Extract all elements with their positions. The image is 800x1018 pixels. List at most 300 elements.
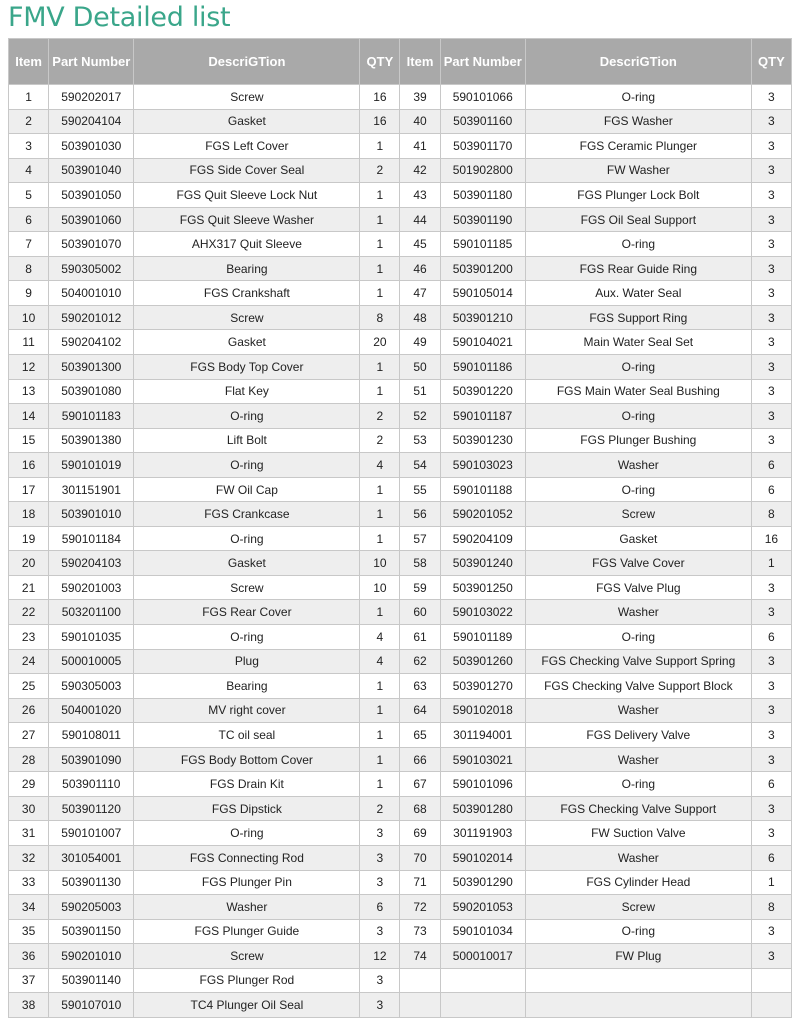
table-row (9, 281, 792, 306)
qty-cell (751, 993, 791, 1018)
table-row (9, 944, 792, 969)
item-cell: 29 (9, 772, 49, 797)
description-cell: FGS Crankshaft (134, 281, 360, 306)
description-cell: Aux. Water Seal (525, 281, 751, 306)
qty-cell: 3 (751, 944, 791, 969)
part-number-cell: 503901170 (440, 134, 525, 159)
item-cell: 73 (400, 919, 440, 944)
item-cell: 33 (9, 870, 49, 895)
description-cell: Bearing (134, 674, 360, 699)
table-row (9, 330, 792, 355)
item-cell: 68 (400, 796, 440, 821)
part-number-cell: 590102018 (440, 698, 525, 723)
table-row (9, 747, 792, 772)
item-cell: 6 (9, 207, 49, 232)
part-number-cell: 503901070 (49, 232, 134, 257)
item-cell: 14 (9, 404, 49, 429)
item-cell: 27 (9, 723, 49, 748)
part-number-cell: 503901230 (440, 428, 525, 453)
part-number-cell (440, 993, 525, 1018)
item-cell: 60 (400, 600, 440, 625)
qty-cell: 3 (751, 674, 791, 699)
item-cell: 12 (9, 355, 49, 380)
qty-cell: 16 (360, 85, 400, 110)
description-cell: Plug (134, 649, 360, 674)
description-cell: FGS Delivery Valve (525, 723, 751, 748)
description-cell: FGS Checking Valve Support Block (525, 674, 751, 699)
description-cell: FGS Quit Sleeve Lock Nut (134, 183, 360, 208)
item-cell (400, 993, 440, 1018)
item-cell: 57 (400, 526, 440, 551)
description-cell: Screw (525, 895, 751, 920)
qty-cell: 3 (751, 723, 791, 748)
part-number-cell: 503901140 (49, 968, 134, 993)
qty-cell: 3 (751, 109, 791, 134)
table-row (9, 968, 792, 993)
qty-cell: 3 (751, 404, 791, 429)
part-number-cell: 503901160 (440, 109, 525, 134)
part-number-cell: 503901040 (49, 158, 134, 183)
description-cell: FGS Drain Kit (134, 772, 360, 797)
description-header: DescriGTion (134, 39, 360, 85)
part-number-cell: 590201003 (49, 575, 134, 600)
part-number-cell: 590101096 (440, 772, 525, 797)
part-number-cell: 503901210 (440, 305, 525, 330)
qty-cell: 3 (751, 207, 791, 232)
table-row (9, 772, 792, 797)
description-cell: Gasket (525, 526, 751, 551)
part-number-cell: 590103023 (440, 453, 525, 478)
item-cell: 52 (400, 404, 440, 429)
part-number-cell: 590305003 (49, 674, 134, 699)
description-cell: Screw (134, 85, 360, 110)
table-row (9, 232, 792, 257)
qty-cell: 3 (360, 870, 400, 895)
part-number-cell: 590101187 (440, 404, 525, 429)
qty-cell: 3 (751, 575, 791, 600)
part-number-cell: 503901130 (49, 870, 134, 895)
description-cell: FGS Crankcase (134, 502, 360, 527)
part-number-cell: 503901060 (49, 207, 134, 232)
description-cell: TC oil seal (134, 723, 360, 748)
description-cell: Screw (525, 502, 751, 527)
item-cell: 56 (400, 502, 440, 527)
description-cell: FW Washer (525, 158, 751, 183)
part-number-cell: 503901150 (49, 919, 134, 944)
qty-cell: 3 (751, 281, 791, 306)
part-number-cell: 590201053 (440, 895, 525, 920)
part-number-cell: 503901280 (440, 796, 525, 821)
part-number-cell: 503901220 (440, 379, 525, 404)
item-cell: 15 (9, 428, 49, 453)
table-row (9, 870, 792, 895)
item-header: Item (400, 39, 440, 85)
item-cell: 34 (9, 895, 49, 920)
qty-cell: 1 (360, 232, 400, 257)
qty-cell: 3 (751, 600, 791, 625)
qty-cell: 10 (360, 551, 400, 576)
qty-cell: 3 (751, 330, 791, 355)
table-row (9, 134, 792, 159)
parts-table-body (9, 85, 792, 1018)
qty-cell: 1 (360, 674, 400, 699)
item-cell: 2 (9, 109, 49, 134)
part-number-cell: 590104021 (440, 330, 525, 355)
item-cell: 64 (400, 698, 440, 723)
part-number-cell: 503901050 (49, 183, 134, 208)
qty-cell: 3 (751, 698, 791, 723)
item-cell: 49 (400, 330, 440, 355)
qty-cell: 10 (360, 575, 400, 600)
item-cell: 19 (9, 526, 49, 551)
qty-cell: 6 (751, 477, 791, 502)
part-number-cell: 590101183 (49, 404, 134, 429)
item-cell: 30 (9, 796, 49, 821)
qty-cell: 4 (360, 649, 400, 674)
part-number-cell: 590201052 (440, 502, 525, 527)
description-cell: FW Oil Cap (134, 477, 360, 502)
description-cell: O-ring (525, 625, 751, 650)
qty-cell: 3 (360, 919, 400, 944)
description-cell: FW Suction Valve (525, 821, 751, 846)
description-cell: Main Water Seal Set (525, 330, 751, 355)
part-number-cell: 503901090 (49, 747, 134, 772)
part-number-cell: 590101007 (49, 821, 134, 846)
qty-cell: 3 (751, 649, 791, 674)
part-number-cell: 590201010 (49, 944, 134, 969)
description-cell: FGS Ceramic Plunger (525, 134, 751, 159)
description-cell: O-ring (134, 526, 360, 551)
item-cell: 18 (9, 502, 49, 527)
description-cell: O-ring (134, 625, 360, 650)
item-cell: 50 (400, 355, 440, 380)
part-number-cell: 590204109 (440, 526, 525, 551)
qty-cell: 1 (360, 355, 400, 380)
part-number-cell: 500010017 (440, 944, 525, 969)
item-cell: 45 (400, 232, 440, 257)
description-cell: FGS Connecting Rod (134, 845, 360, 870)
item-cell: 22 (9, 600, 49, 625)
item-cell: 43 (400, 183, 440, 208)
description-cell: O-ring (525, 232, 751, 257)
part-number-cell: 590204103 (49, 551, 134, 576)
item-cell: 1 (9, 85, 49, 110)
part-number-cell: 501902800 (440, 158, 525, 183)
description-cell: Washer (525, 600, 751, 625)
description-cell: FGS Valve Cover (525, 551, 751, 576)
part-number-cell: 503901250 (440, 575, 525, 600)
description-cell: FGS Oil Seal Support (525, 207, 751, 232)
part-number-cell: 503901120 (49, 796, 134, 821)
item-cell: 16 (9, 453, 49, 478)
part-number-cell: 590201012 (49, 305, 134, 330)
part-number-cell: 504001010 (49, 281, 134, 306)
qty-cell: 3 (751, 355, 791, 380)
table-row (9, 796, 792, 821)
description-cell: O-ring (525, 772, 751, 797)
item-cell: 41 (400, 134, 440, 159)
description-cell: Screw (134, 944, 360, 969)
part-number-cell: 301054001 (49, 845, 134, 870)
description-cell: FGS Dipstick (134, 796, 360, 821)
part-number-cell: 503901080 (49, 379, 134, 404)
qty-cell: 1 (360, 747, 400, 772)
description-cell: FGS Support Ring (525, 305, 751, 330)
item-cell: 32 (9, 845, 49, 870)
qty-cell: 3 (751, 796, 791, 821)
item-cell: 59 (400, 575, 440, 600)
table-row (9, 109, 792, 134)
qty-cell: 1 (751, 870, 791, 895)
table-row (9, 919, 792, 944)
description-cell: FGS Rear Guide Ring (525, 256, 751, 281)
qty-cell: 6 (751, 772, 791, 797)
qty-cell: 3 (751, 232, 791, 257)
table-row (9, 183, 792, 208)
table-row (9, 207, 792, 232)
description-cell: FGS Body Bottom Cover (134, 747, 360, 772)
part-number-cell: 590101184 (49, 526, 134, 551)
description-cell: FGS Plunger Guide (134, 919, 360, 944)
item-cell: 53 (400, 428, 440, 453)
part-number-cell: 503901200 (440, 256, 525, 281)
description-cell: Washer (525, 845, 751, 870)
item-cell: 48 (400, 305, 440, 330)
item-cell: 67 (400, 772, 440, 797)
part-number-cell: 503901240 (440, 551, 525, 576)
table-row (9, 379, 792, 404)
qty-cell: 3 (751, 919, 791, 944)
part-number-cell: 503901270 (440, 674, 525, 699)
qty-cell: 1 (360, 281, 400, 306)
item-cell: 24 (9, 649, 49, 674)
part-number-cell: 590101019 (49, 453, 134, 478)
description-cell: O-ring (525, 355, 751, 380)
qty-cell: 3 (751, 821, 791, 846)
qty-cell: 3 (751, 85, 791, 110)
item-cell: 54 (400, 453, 440, 478)
description-cell: FGS Body Top Cover (134, 355, 360, 380)
part-number-cell: 590204104 (49, 109, 134, 134)
qty-cell: 1 (360, 207, 400, 232)
qty-cell: 4 (360, 453, 400, 478)
qty-cell: 16 (360, 109, 400, 134)
item-header: Item (9, 39, 49, 85)
item-cell: 66 (400, 747, 440, 772)
item-cell: 47 (400, 281, 440, 306)
table-row (9, 600, 792, 625)
qty-cell: 1 (360, 256, 400, 281)
qty-cell: 3 (751, 158, 791, 183)
part-number-cell: 590105014 (440, 281, 525, 306)
table-row (9, 526, 792, 551)
description-cell: O-ring (525, 477, 751, 502)
item-cell: 5 (9, 183, 49, 208)
qty-cell: 6 (751, 453, 791, 478)
item-cell: 17 (9, 477, 49, 502)
qty-cell: 8 (751, 895, 791, 920)
part-number-cell: 503901010 (49, 502, 134, 527)
item-cell: 36 (9, 944, 49, 969)
item-cell: 63 (400, 674, 440, 699)
table-row (9, 256, 792, 281)
parts-table (8, 38, 792, 1018)
item-cell: 35 (9, 919, 49, 944)
part-number-cell (440, 968, 525, 993)
item-cell: 55 (400, 477, 440, 502)
part-number-cell: 590101034 (440, 919, 525, 944)
part-number-cell: 503901180 (440, 183, 525, 208)
description-cell: MV right cover (134, 698, 360, 723)
part-number-cell: 503901190 (440, 207, 525, 232)
item-cell: 69 (400, 821, 440, 846)
description-cell: Gasket (134, 330, 360, 355)
part-number-cell: 590102014 (440, 845, 525, 870)
description-cell: O-ring (525, 85, 751, 110)
part-number-cell: 590101188 (440, 477, 525, 502)
item-cell: 74 (400, 944, 440, 969)
part-number-cell: 590101189 (440, 625, 525, 650)
part-number-cell: 500010005 (49, 649, 134, 674)
part-number-cell: 503901290 (440, 870, 525, 895)
header-row (9, 39, 792, 85)
qty-cell: 1 (360, 723, 400, 748)
page-title: FMV Detailed list (8, 2, 231, 33)
qty-cell: 12 (360, 944, 400, 969)
description-cell: FGS Checking Valve Support (525, 796, 751, 821)
table-row (9, 355, 792, 380)
table-row (9, 477, 792, 502)
item-cell: 72 (400, 895, 440, 920)
description-cell: TC4 Plunger Oil Seal (134, 993, 360, 1018)
table-row (9, 895, 792, 920)
part-number-cell: 503201100 (49, 600, 134, 625)
part-number-cell: 590202017 (49, 85, 134, 110)
qty-cell: 1 (360, 134, 400, 159)
table-row (9, 428, 792, 453)
item-cell: 71 (400, 870, 440, 895)
item-cell: 51 (400, 379, 440, 404)
item-cell: 4 (9, 158, 49, 183)
table-row (9, 821, 792, 846)
qty-cell: 1 (360, 183, 400, 208)
description-cell: FGS Main Water Seal Bushing (525, 379, 751, 404)
item-cell: 10 (9, 305, 49, 330)
qty-cell: 1 (360, 772, 400, 797)
description-cell: Washer (525, 698, 751, 723)
qty-cell: 3 (751, 428, 791, 453)
qty-cell: 3 (360, 993, 400, 1018)
qty-cell: 6 (360, 895, 400, 920)
part-number-cell: 503901260 (440, 649, 525, 674)
item-cell: 42 (400, 158, 440, 183)
qty-cell: 1 (360, 600, 400, 625)
table-row (9, 502, 792, 527)
table-row (9, 453, 792, 478)
qty-cell: 1 (360, 502, 400, 527)
description-cell: Bearing (134, 256, 360, 281)
description-cell: FGS Cylinder Head (525, 870, 751, 895)
description-cell: Washer (525, 747, 751, 772)
qty-cell: 3 (360, 821, 400, 846)
table-row (9, 993, 792, 1018)
item-cell: 9 (9, 281, 49, 306)
description-cell: FW Plug (525, 944, 751, 969)
qty-cell: 8 (360, 305, 400, 330)
part-number-header: Part Number (49, 39, 134, 85)
qty-cell: 6 (751, 845, 791, 870)
description-cell: Washer (525, 453, 751, 478)
description-cell: FGS Side Cover Seal (134, 158, 360, 183)
item-cell: 39 (400, 85, 440, 110)
table-row (9, 845, 792, 870)
qty-cell: 3 (751, 256, 791, 281)
description-cell: FGS Plunger Pin (134, 870, 360, 895)
part-number-cell: 590103022 (440, 600, 525, 625)
item-cell: 28 (9, 747, 49, 772)
description-cell (525, 968, 751, 993)
table-row (9, 698, 792, 723)
item-cell: 62 (400, 649, 440, 674)
item-cell: 25 (9, 674, 49, 699)
part-number-cell: 590108011 (49, 723, 134, 748)
qty-cell: 3 (751, 379, 791, 404)
qty-cell: 3 (751, 183, 791, 208)
part-number-cell: 590101035 (49, 625, 134, 650)
item-cell: 58 (400, 551, 440, 576)
description-cell: FGS Valve Plug (525, 575, 751, 600)
item-cell: 46 (400, 256, 440, 281)
item-cell: 21 (9, 575, 49, 600)
description-cell: O-ring (134, 404, 360, 429)
description-cell: O-ring (134, 453, 360, 478)
part-number-cell: 590204102 (49, 330, 134, 355)
item-cell: 13 (9, 379, 49, 404)
part-number-cell: 301194001 (440, 723, 525, 748)
item-cell: 37 (9, 968, 49, 993)
part-number-cell: 301191903 (440, 821, 525, 846)
description-cell: FGS Checking Valve Support Spring (525, 649, 751, 674)
qty-cell: 3 (751, 305, 791, 330)
qty-cell: 8 (751, 502, 791, 527)
part-number-cell: 590101185 (440, 232, 525, 257)
qty-cell: 1 (360, 698, 400, 723)
description-cell: O-ring (525, 404, 751, 429)
description-cell: O-ring (134, 821, 360, 846)
description-cell: FGS Plunger Lock Bolt (525, 183, 751, 208)
qty-cell: 20 (360, 330, 400, 355)
item-cell: 7 (9, 232, 49, 257)
table-row (9, 575, 792, 600)
item-cell: 31 (9, 821, 49, 846)
qty-cell: 1 (360, 379, 400, 404)
part-number-cell: 590107010 (49, 993, 134, 1018)
part-number-cell: 503901300 (49, 355, 134, 380)
description-header: DescriGTion (525, 39, 751, 85)
item-cell: 8 (9, 256, 49, 281)
qty-cell: 2 (360, 796, 400, 821)
part-number-cell: 503901110 (49, 772, 134, 797)
table-row (9, 674, 792, 699)
qty-cell: 2 (360, 428, 400, 453)
table-row (9, 85, 792, 110)
item-cell: 3 (9, 134, 49, 159)
item-cell: 70 (400, 845, 440, 870)
table-row (9, 649, 792, 674)
item-cell: 65 (400, 723, 440, 748)
item-cell: 20 (9, 551, 49, 576)
table-row (9, 723, 792, 748)
